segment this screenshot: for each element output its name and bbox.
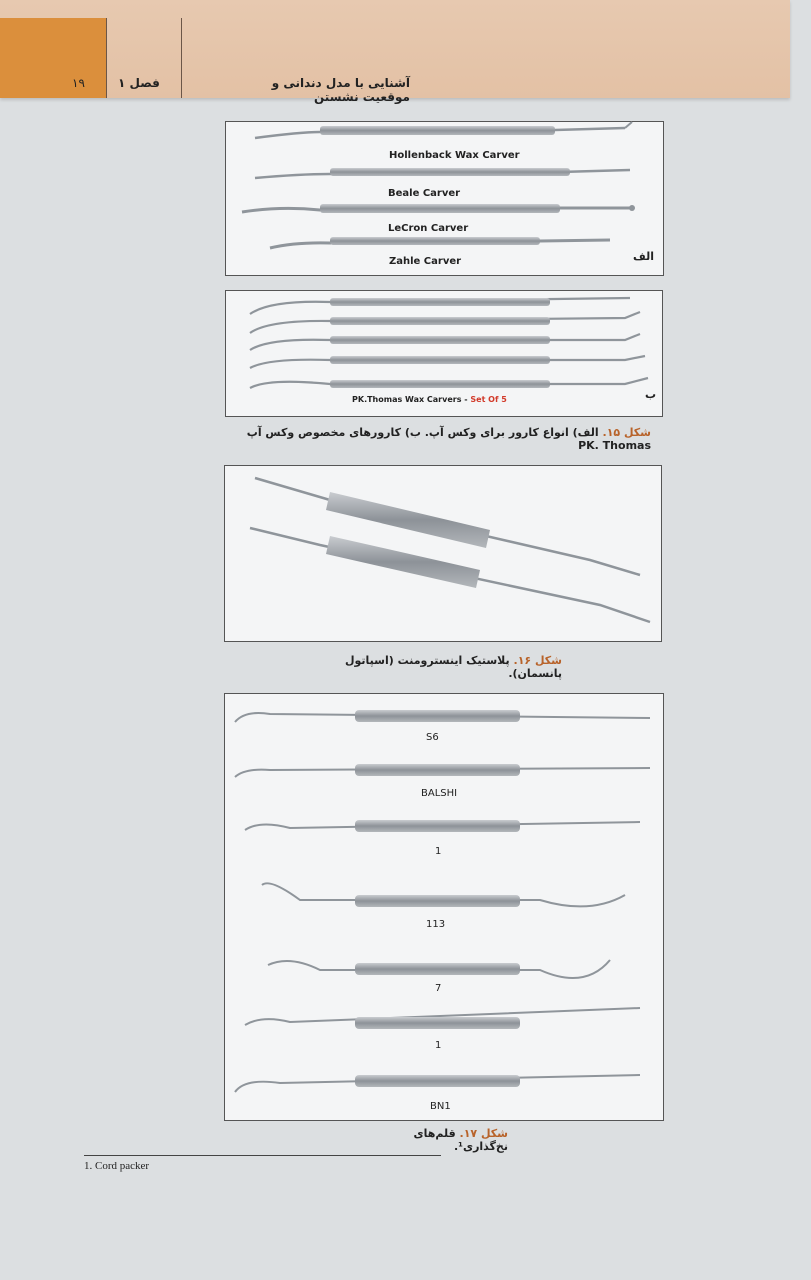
figure-15-caption: شکل ۱۵. الف) انواع کارور برای وکس آپ. ب) کارورهای مخصوص وکس آپ PK. Thomas [246,426,651,452]
panel-tag-b: ب [645,388,657,401]
zahle-carver-drawing [270,237,610,248]
plastic-instrument-drawing [250,478,650,622]
instrument-label: 113 [426,919,446,930]
hollenback-carver-drawing [255,122,632,138]
chapter-label: فصل ۱ [118,76,160,90]
instrument-label: BN1 [430,1101,451,1112]
page-number: ۱۹ [72,76,85,90]
instrument-label: S6 [426,732,439,743]
instrument-label: Zahle Carver [389,256,462,267]
panel-tag-a: الف [633,250,655,263]
instrument-label: 1 [435,1040,442,1051]
instrument-label: 7 [435,983,442,994]
footnote-divider [84,1155,441,1156]
beale-carver-drawing [255,168,630,178]
instrument-label: LeCron Carver [388,223,469,234]
figure-17-caption: شکل ۱۷. قلم‌های نخ‌گذاری¹. [413,1127,508,1153]
instrument-label: BALSHI [421,788,458,799]
pk-thomas-label: PK.Thomas Wax Carvers - Set Of 5 [352,395,507,404]
footnote: 1. Cord packer [84,1160,150,1172]
cord-packer-handles [355,710,520,1087]
running-title: آشنایی با مدل دندانی و موقعیت نشستن [271,76,410,104]
instrument-label: 1 [435,846,442,857]
instrument-label: Beale Carver [388,188,461,199]
figure-16-caption: شکل ۱۶. پلاستیک اینسترومنت (اسپاتول پانسمان). [344,654,562,680]
lecron-carver-drawing [242,204,635,213]
instrument-label: Hollenback Wax Carver [389,150,520,161]
pk-thomas-handles [330,298,550,388]
